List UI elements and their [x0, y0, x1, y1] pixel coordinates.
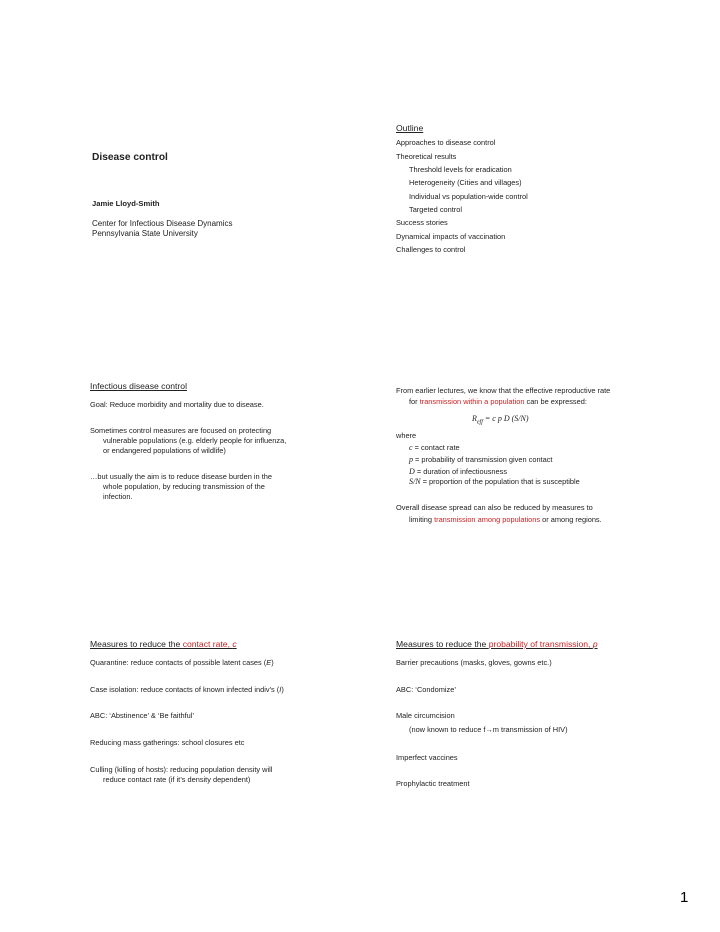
- slide3-text: infection.: [103, 492, 133, 501]
- outline-subitem: Targeted control: [409, 205, 462, 214]
- title-text: Measures to reduce the: [396, 639, 489, 649]
- page-number: 1: [680, 889, 689, 906]
- slide3-text: Sometimes control measures are focused on protecting: [90, 426, 272, 435]
- slide4-text: or among regions.: [540, 515, 602, 524]
- slide4-where: where: [396, 431, 417, 440]
- def-symbol: c: [409, 443, 413, 452]
- slide-outline: [396, 120, 716, 350]
- text: Case isolation: reduce contacts of known infected indiv’s (: [90, 685, 280, 694]
- slide1-affiliation-1: Center for Infectious Disease Dynamics: [92, 219, 233, 228]
- slide3-title: Infectious disease control: [90, 381, 187, 391]
- title-variable: c: [232, 639, 237, 649]
- outline-subitem: Heterogeneity (Cities and villages): [409, 178, 522, 187]
- slide6-abc: ABC: ‘Condomize’: [396, 685, 456, 694]
- slide4-overall: Overall disease spread can also be reduced by measures to: [396, 503, 593, 512]
- outline-item: Dynamical impacts of vaccination: [396, 232, 506, 241]
- slide3-text: or endangered populations of wildlife): [103, 446, 226, 455]
- text: Quarantine: reduce contacts of possible latent cases (: [90, 658, 267, 667]
- slide3-goal: Goal: Reduce morbidity and mortality due to disease.: [90, 400, 264, 409]
- slide5-culling: Culling (killing of hosts): reducing population density will: [90, 765, 273, 774]
- slide4-text: can be expressed:: [524, 397, 587, 406]
- slide4-intro: From earlier lectures, we know that the effective reproductive rate: [396, 386, 611, 395]
- slide6-prophylactic: Prophylactic treatment: [396, 779, 470, 788]
- slide4-text: limiting: [409, 515, 435, 524]
- slide-title: [90, 120, 410, 350]
- outline-item: Challenges to control: [396, 245, 466, 254]
- slide5-quarantine: [90, 658, 274, 667]
- variable: I: [279, 685, 282, 694]
- slide1-author: Jamie Lloyd-Smith: [92, 199, 160, 208]
- slide5-title: [90, 640, 237, 649]
- slide-reproductive-rate: [396, 378, 716, 608]
- variable: E: [266, 658, 272, 667]
- slide3-text: …but usually the aim is to reduce disease burden in the: [90, 472, 272, 481]
- title-highlight: probability of transmission,: [488, 639, 593, 649]
- text: ): [271, 658, 274, 667]
- slide4-text: for: [409, 397, 420, 406]
- slide4-def-p: [409, 455, 552, 464]
- slide4-def-sn: [409, 477, 580, 486]
- slide-infectious-disease-control: [90, 378, 410, 608]
- outline-item: Success stories: [396, 218, 448, 227]
- def-text: = duration of infectiousness: [414, 467, 508, 476]
- equation-rest: = c p D (S/N): [482, 414, 529, 423]
- slide6-vaccines: Imperfect vaccines: [396, 753, 458, 762]
- equation-sub: eff: [476, 419, 483, 426]
- slide4-overall-line2: [409, 515, 602, 524]
- slide6-barrier: Barrier precautions (masks, gloves, gowns etc.): [396, 658, 552, 667]
- slide4-equation: [472, 414, 529, 428]
- outline-item: Approaches to disease control: [396, 138, 496, 147]
- outline-subitem: Individual vs population-wide control: [409, 192, 528, 201]
- slide1-affiliation-2: Pennsylvania State University: [92, 229, 198, 238]
- equation-r: R: [472, 414, 477, 423]
- slide5-mass-gatherings: Reducing mass gatherings: school closures etc: [90, 738, 245, 747]
- def-text: = probability of transmission given contact: [413, 455, 553, 464]
- title-highlight: contact rate,: [182, 639, 233, 649]
- outline-item: Theoretical results: [396, 152, 457, 161]
- outline-subitem: Threshold levels for eradication: [409, 165, 512, 174]
- slide5-culling-2: reduce contact rate (if it’s density dependent): [103, 775, 251, 784]
- title-text: Measures to reduce the: [90, 639, 183, 649]
- slide6-title: [396, 640, 598, 649]
- slide6-circumcision-note: (now known to reduce f→m transmission of HIV): [409, 725, 568, 734]
- def-symbol: D: [409, 467, 415, 476]
- slide3-text: vulnerable populations (e.g. elderly people for influenza,: [103, 436, 287, 445]
- def-text: = contact rate: [412, 443, 460, 452]
- slide1-title: Disease control: [92, 152, 168, 163]
- slide-contact-rate: [90, 636, 410, 866]
- slide5-case-isolation: [90, 685, 284, 694]
- def-symbol: S/N: [409, 477, 421, 486]
- slide-probability-transmission: [396, 636, 716, 866]
- slide3-text: whole population, by reducing transmission of the: [103, 482, 265, 491]
- slide5-abc: ABC: ‘Abstinence’ & ‘Be faithful’: [90, 711, 195, 720]
- slide6-circumcision: Male circumcision: [396, 711, 455, 720]
- slide4-intro-line2: [409, 397, 587, 406]
- def-symbol: p: [409, 455, 413, 464]
- slide4-highlight: transmission among populations: [434, 515, 541, 524]
- slide4-def-d: [409, 467, 507, 476]
- slide4-def-c: [409, 443, 460, 452]
- text: ): [281, 685, 284, 694]
- slide2-title: Outline: [396, 123, 424, 133]
- def-text: = proportion of the population that is susceptible: [420, 477, 580, 486]
- slide4-highlight: transmission within a population: [419, 397, 525, 406]
- title-variable: p: [592, 639, 598, 649]
